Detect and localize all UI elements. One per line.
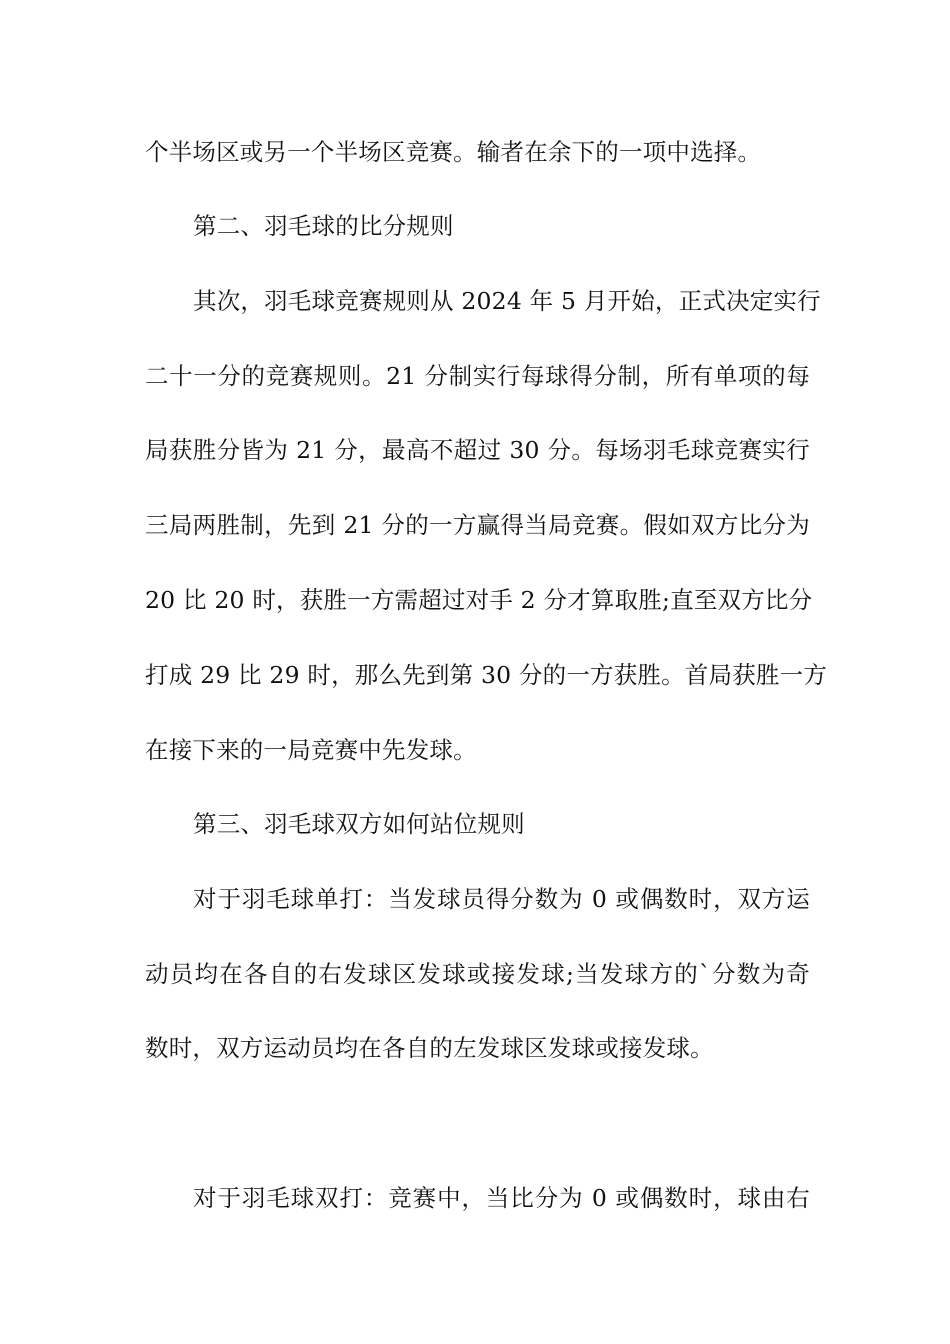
paragraph-line: 局获胜分皆为 21 分，最高不超过 30 分。每场羽毛球竞赛实行: [145, 436, 810, 464]
section-heading: 第二、羽毛球的比分规则: [193, 212, 454, 240]
paragraph-line: 三局两胜制，先到 21 分的一方赢得当局竞赛。假如双方比分为: [145, 511, 810, 539]
paragraph-line: 在接下来的一局竞赛中先发球。: [145, 736, 477, 764]
paragraph-line: 对于羽毛球双打：竞赛中，当比分为 0 或偶数时，球由右: [193, 1184, 810, 1212]
paragraph-line: 数时，双方运动员均在各自的左发球区发球或接发球。: [145, 1034, 714, 1062]
paragraph-line: 打成 29 比 29 时，那么先到第 30 分的一方获胜。首局获胜一方: [145, 661, 828, 689]
paragraph-line: 其次，羽毛球竞赛规则从 2024 年 5 月开始，正式决定实行: [193, 287, 821, 315]
paragraph-line: 动员均在各自的右发球区发球或接发球;当发球方的`分数为奇: [145, 960, 810, 988]
paragraph-line: 20 比 20 时，获胜一方需超过对手 2 分才算取胜;直至双方比分: [145, 586, 813, 614]
section-heading: 第三、羽毛球双方如何站位规则: [193, 810, 525, 838]
paragraph-line: 对于羽毛球单打：当发球员得分数为 0 或偶数时，双方运: [193, 885, 810, 913]
paragraph-line: 二十一分的竞赛规则。21 分制实行每球得分制，所有单项的每: [145, 362, 810, 390]
paragraph-line: 个半场区或另一个半场区竞赛。输者在余下的一项中选择。: [145, 138, 762, 166]
